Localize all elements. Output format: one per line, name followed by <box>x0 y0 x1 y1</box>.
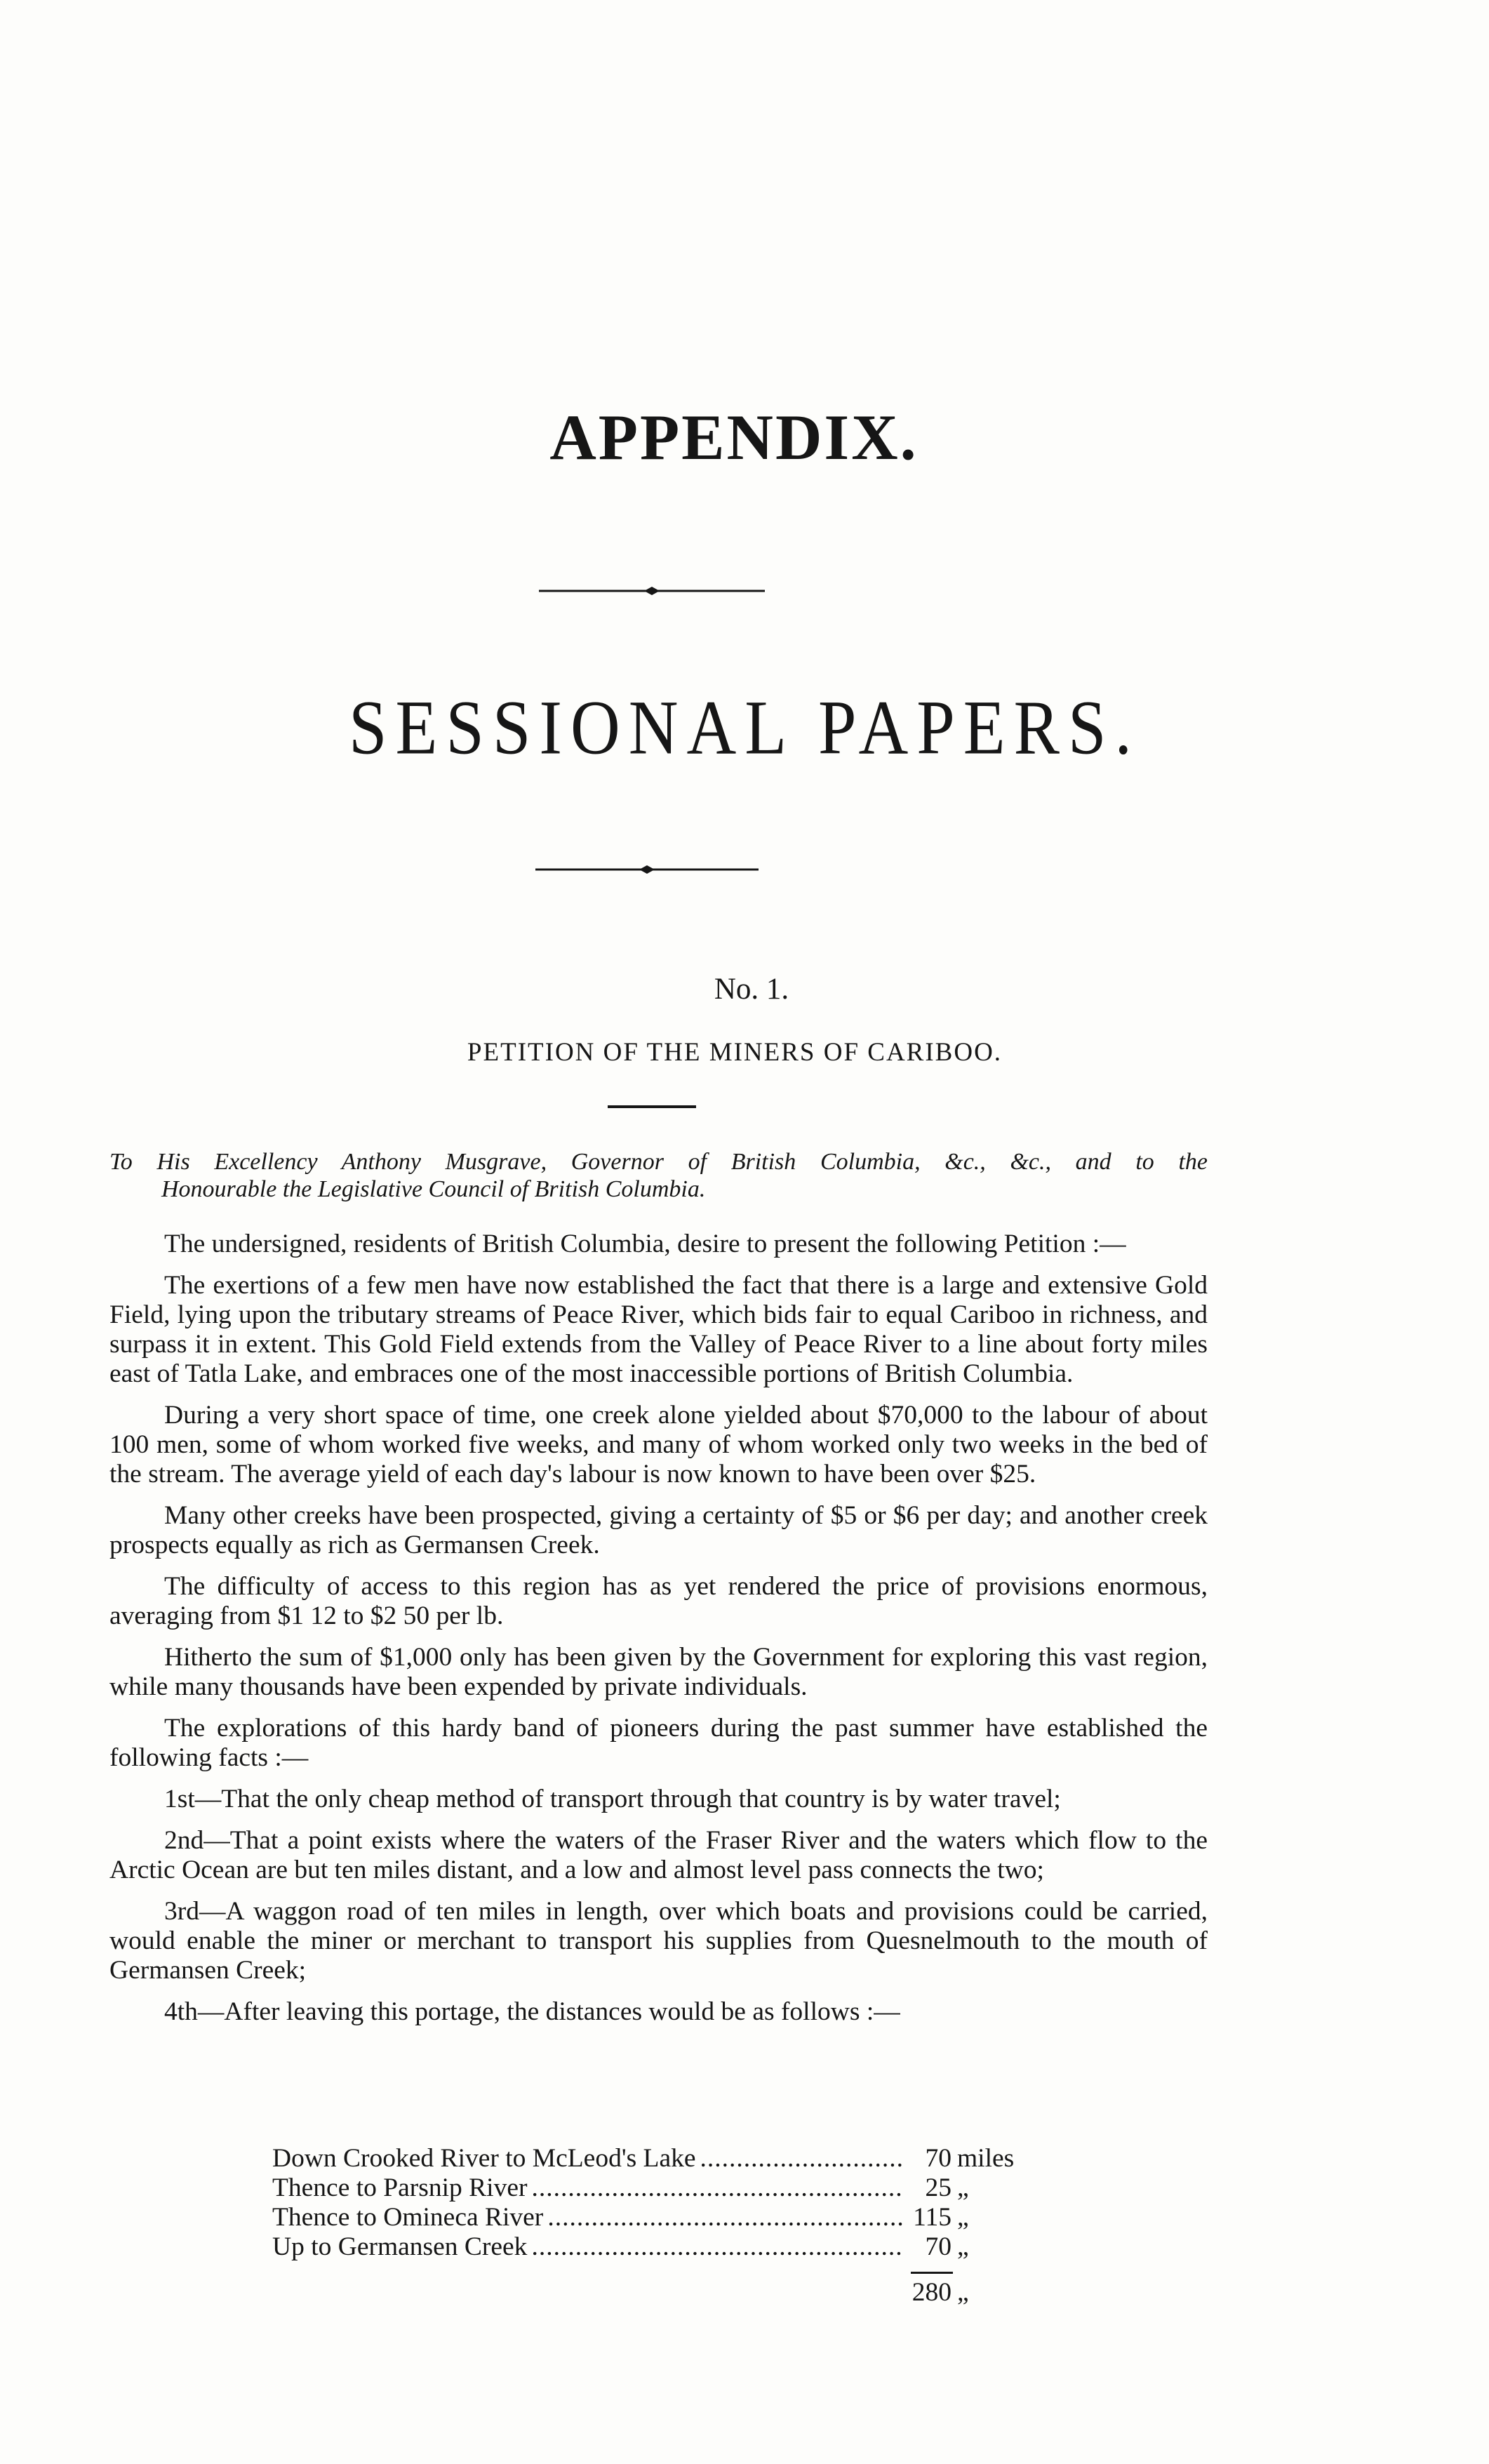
distance-value: 70 <box>925 2144 952 2173</box>
address-line-2: Honourable the Legislative Council of British Columbia. <box>161 1176 706 1202</box>
distance-total-value: 280 <box>912 2278 952 2307</box>
total-rule <box>911 2272 953 2274</box>
appendix-title: APPENDIX. <box>549 401 919 473</box>
distance-table <box>272 2144 1048 2307</box>
paragraph: 1st—That the only cheap method of transport through that country is by water travel; <box>164 1785 1061 1813</box>
distance-row <box>272 2144 1048 2173</box>
distance-total-row <box>272 2278 1048 2307</box>
paragraph: 4th—After leaving this portage, the distances would be as follows :— <box>164 1997 900 2026</box>
section-divider <box>608 1105 696 1108</box>
ornamental-rule-bottom <box>535 863 759 877</box>
distance-value: 115 <box>913 2203 952 2232</box>
distance-value: 25 <box>925 2173 952 2202</box>
distance-row <box>272 2203 1048 2232</box>
paragraph: The exertions of a few men have now established the fact that there is a large and extensive Gold Field, lying upon the tributary streams of Peace River, which bids fair to equal Cariboo in richness, and surpass it in extent. This Gold Field extends from the Valley of Peace River to a line about forty miles east of Tatla Lake, and embraces one of the most inaccessible portions of British Columbia. <box>109 1271 1208 1388</box>
paper-number: No. 1. <box>714 973 789 1006</box>
sessional-papers-title: SESSIONAL PAPERS. <box>348 686 1141 771</box>
address-line-1: To His Excellency Anthony Musgrave, Governor of British Columbia, &c., &c., and to the <box>109 1149 1208 1175</box>
distance-label: Thence to Omineca River <box>272 2203 544 2232</box>
petition-address <box>109 1148 1208 1203</box>
paragraph: The difficulty of access to this region has as yet rendered the price of provisions enormous, averaging from $1 12 to $2 50 per lb. <box>109 1572 1208 1630</box>
distance-row <box>272 2232 1048 2262</box>
paragraph: The undersigned, residents of British Columbia, desire to present the following Petition :— <box>164 1230 1126 1258</box>
distance-label: Thence to Parsnip River <box>272 2173 528 2202</box>
distance-label: Down Crooked River to McLeod's Lake <box>272 2144 696 2173</box>
distance-unit: „ <box>957 2232 969 2261</box>
distance-label: Up to Germansen Creek <box>272 2232 528 2261</box>
paragraph: Hitherto the sum of $1,000 only has been given by the Government for exploring this vast region, while many thousands have been expended by private individuals. <box>109 1643 1208 1701</box>
ornamental-rule-top <box>539 584 765 598</box>
distance-row <box>272 2173 1048 2203</box>
paper-heading: PETITION OF THE MINERS OF CARIBOO. <box>467 1038 1003 1067</box>
distance-unit: miles <box>957 2144 1015 2173</box>
distance-value: 70 <box>925 2232 952 2261</box>
paragraph: The explorations of this hardy band of pioneers during the past summer have established the following facts :— <box>109 1714 1208 1772</box>
paragraph: 3rd—A waggon road of ten miles in length, over which boats and provisions could be carried, would enable the miner or merchant to transport his supplies from Quesnelmouth to the mouth of Germansen Creek; <box>109 1897 1208 1985</box>
paragraph: 2nd—That a point exists where the waters of the Fraser River and the waters which flow to the Arctic Ocean are but ten miles distant, and a low and almost level pass connects the two; <box>109 1826 1208 1884</box>
petition-body <box>109 1230 1208 2039</box>
paragraph: During a very short space of time, one creek alone yielded about $70,000 to the labour of about 100 men, some of whom worked five weeks, and many of whom worked only two weeks in the bed of the stream. The average yield of each day's labour is now known to have been over $25. <box>109 1401 1208 1489</box>
distance-unit: „ <box>957 2173 969 2202</box>
distance-unit: „ <box>957 2203 969 2232</box>
distance-total-unit: „ <box>957 2278 969 2307</box>
paragraph: Many other creeks have been prospected, giving a certainty of $5 or $6 per day; and another creek prospects equally as rich as Germansen Creek. <box>109 1501 1208 1559</box>
